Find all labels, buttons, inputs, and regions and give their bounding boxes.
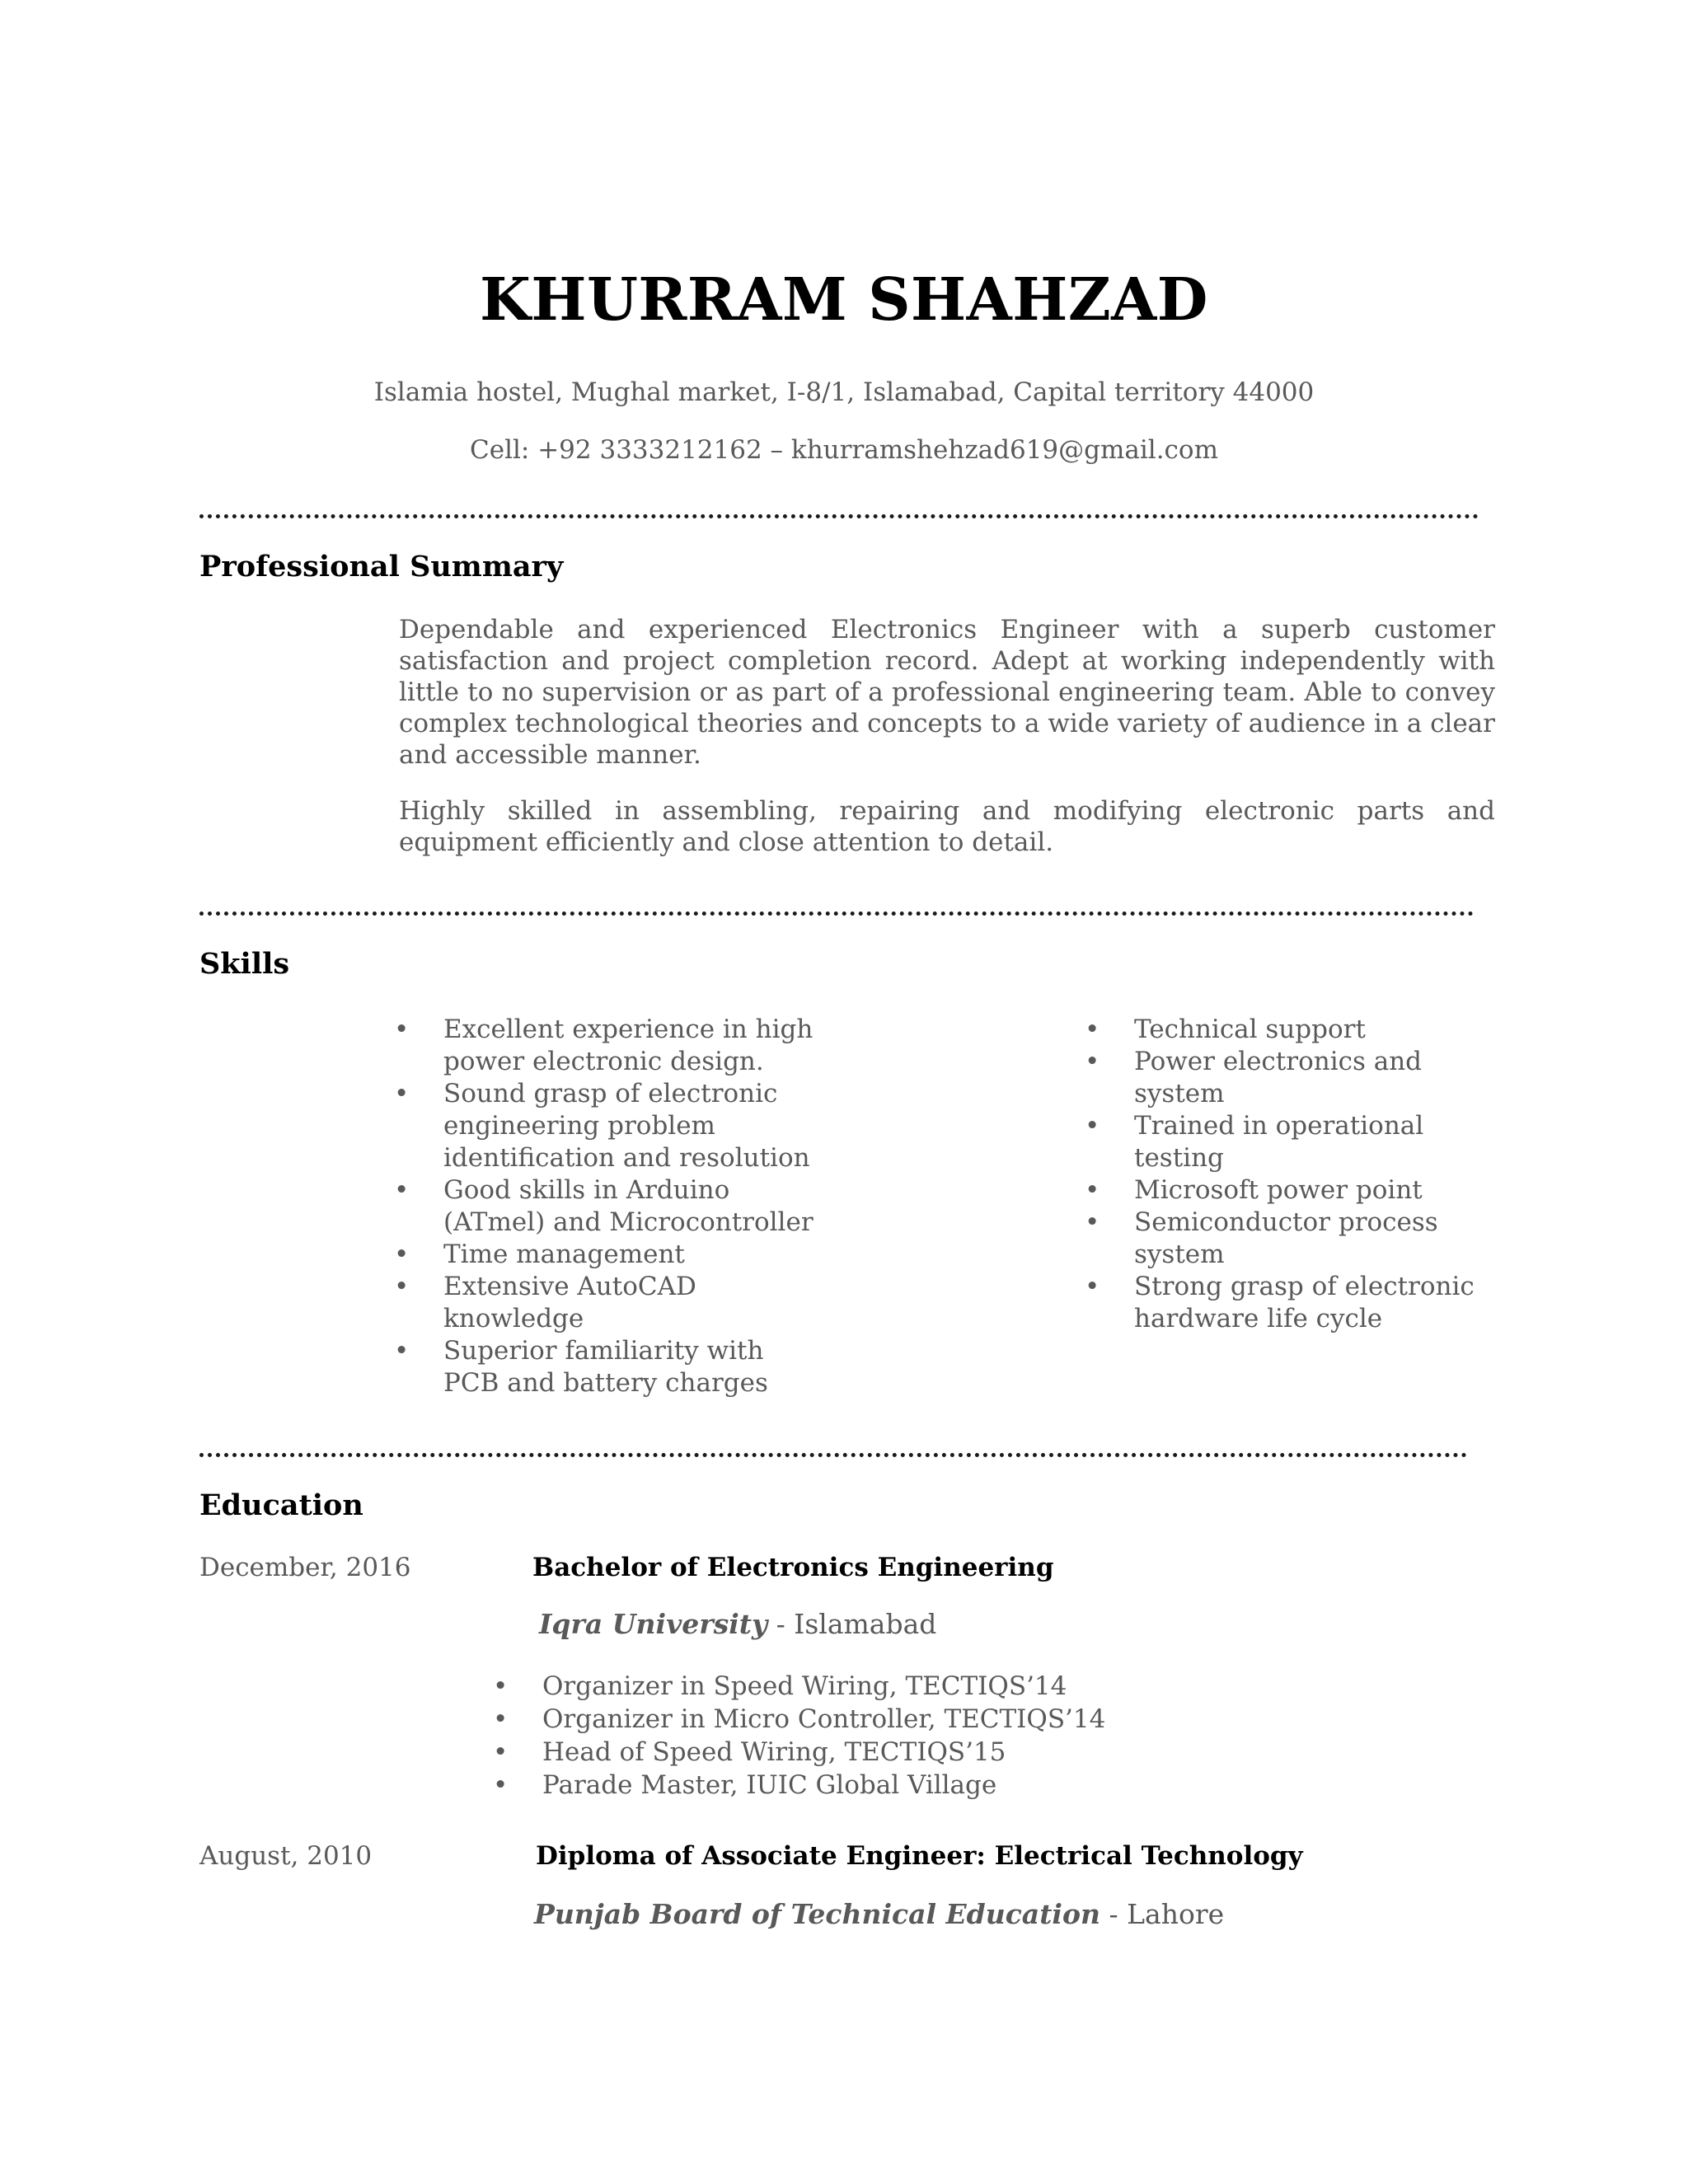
education-date: December, 2016 <box>199 1553 411 1582</box>
section-divider <box>199 514 1479 518</box>
skill-item: • Semiconductor process system <box>1085 1207 1513 1271</box>
skills-list-left <box>394 1014 823 1399</box>
skills-heading: Skills <box>199 947 290 981</box>
skill-item: • Sound grasp of electronic engineering problem identification and resolution <box>394 1078 823 1174</box>
skill-item: • Superior familiarity with PCB and battery charges <box>394 1335 823 1399</box>
skill-item: • Excellent experience in high power electronic design. <box>394 1014 823 1078</box>
skill-item: • Microsoft power point <box>1085 1174 1513 1207</box>
contact-phone-email: Cell: +92 3333212162 – khurramshehzad619@gmail.com <box>470 435 1218 465</box>
education-date: August, 2010 <box>199 1841 373 1871</box>
skill-item: • Time management <box>394 1239 823 1271</box>
skill-item: • Extensive AutoCAD knowledge <box>394 1271 823 1335</box>
education-school <box>534 1897 1224 1932</box>
education-location: - Islamabad <box>767 1608 937 1640</box>
skill-item: • Good skills in Arduino (ATmel) and Microcontroller <box>394 1174 823 1239</box>
activity-item: • Parade Master, IUIC Global Village <box>493 1769 1235 1802</box>
skill-item: • Power electronics and system <box>1085 1046 1513 1110</box>
education-degree: Diploma of Associate Engineer: Electrical Technology <box>536 1841 1303 1871</box>
education-location: - Lahore <box>1100 1898 1225 1930</box>
education-school <box>539 1607 936 1642</box>
education-heading: Education <box>199 1488 363 1522</box>
summary-paragraph-1: Dependable and experienced Electronics Engineer with a superb customer satisfaction and project completion record. Adept at working independently with little to no supervision or as part of a professional engineering team. Able to convey complex technological theories and concepts to a wide variety of audience in a clear and accessible manner. <box>399 615 1495 770</box>
summary-text <box>399 614 1495 883</box>
skill-item: • Technical support <box>1085 1014 1513 1046</box>
candidate-name: KHURRAM SHAHZAD <box>480 265 1208 334</box>
skill-item: • Trained in operational testing <box>1085 1110 1513 1174</box>
summary-heading: Professional Summary <box>199 550 564 583</box>
activity-item: • Organizer in Micro Controller, TECTIQS’14 <box>493 1703 1235 1736</box>
summary-paragraph-2: Highly skilled in assembling, repairing and modifying electronic parts and equipment efficiently and close attention to detail. <box>399 796 1495 857</box>
skills-list-right <box>1085 1014 1513 1335</box>
education-institution: Punjab Board of Technical Education <box>534 1898 1100 1930</box>
education-institution: Iqra University <box>539 1608 768 1640</box>
skill-item: • Strong grasp of electronic hardware life cycle <box>1085 1271 1513 1335</box>
section-divider <box>199 912 1474 916</box>
contact-address: Islamia hostel, Mughal market, I-8/1, Islamabad, Capital territory 44000 <box>373 377 1315 407</box>
section-divider <box>199 1453 1467 1457</box>
activity-item: • Head of Speed Wiring, TECTIQS’15 <box>493 1736 1235 1769</box>
education-degree: Bachelor of Electronics Engineering <box>532 1553 1054 1582</box>
activity-item: • Organizer in Speed Wiring, TECTIQS’14 <box>493 1670 1235 1703</box>
education-activities <box>493 1670 1235 1802</box>
